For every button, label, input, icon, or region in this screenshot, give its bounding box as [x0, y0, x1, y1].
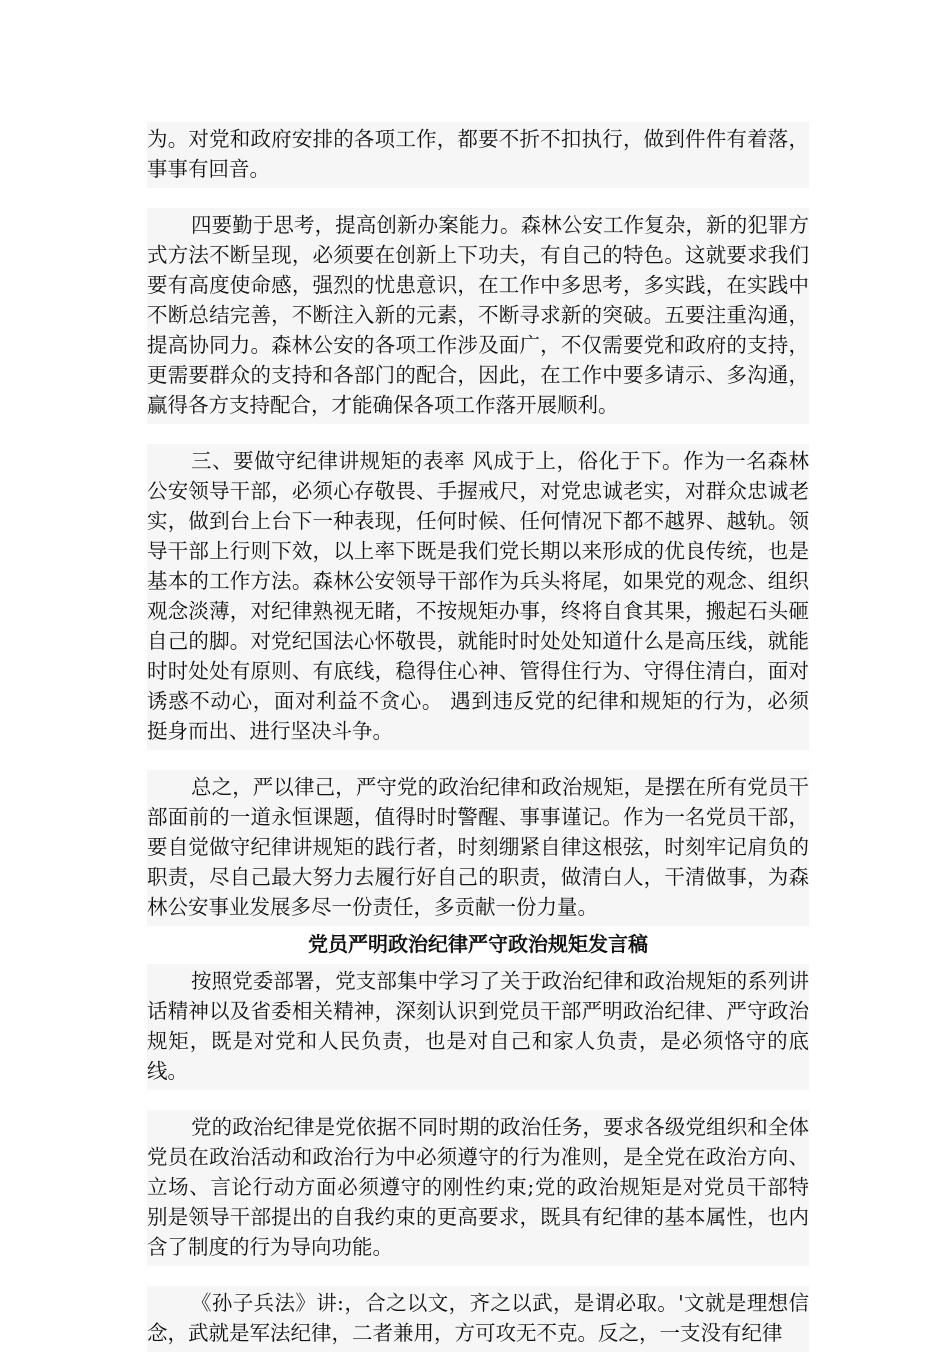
- paragraph-gap: [147, 1266, 809, 1286]
- paragraph-party-deployment: 按照党委部署，党支部集中学习了关于政治纪律和政治规矩的系列讲话精神以及省委相关精神，深刻认识到党员干部严明政治纪律、严守政治规矩，既是对党和人民负责，也是对自己和家人负责，是必须恪守的底线。: [147, 964, 809, 1090]
- paragraph-gap: [147, 188, 809, 208]
- document-body: [147, 122, 809, 1352]
- paragraph-gap: [147, 1090, 809, 1110]
- paragraph-political-discipline: 党的政治纪律是党依据不同时期的政治任务，要求各级党组织和全体党员在政治活动和政治行为中必须遵守的行为准则，是全党在政治方向、立场、言论行动方面必须遵守的刚性约束;党的政治规矩是对党员干部特别是领导干部提出的自我约束的更高要求，既具有纪律的基本属性，也内含了制度的行为导向功能。: [147, 1110, 809, 1266]
- paragraph-sunzi: 《孙子兵法》讲:，合之以文，齐之以武，是谓必取。'文就是理想信念，武就是军法纪律，二者兼用，方可攻无不克。反之，一支没有纪律: [147, 1286, 809, 1352]
- paragraph-conclusion: 总之，严以律己，严守党的政治纪律和政治规矩，是摆在所有党员干部面前的一道永恒课题，值得时时警醒、事事谨记。作为一名党员干部，要自觉做守纪律讲规矩的践行者，时刻绷紧自律这根弦，时刻牢记肩负的职责，尽自己最大努力去履行好自己的职责，做清白人，干清做事，为森林公安事业发展多尽一份责任，多贡献一份力量。: [147, 770, 809, 926]
- paragraph-discipline-example: 三、要做守纪律讲规矩的表率 风成于上，俗化于下。作为一名森林公安领导干部，必须心存敬畏、手握戒尺，对党忠诚老实，对群众忠诚老实，做到台上台下一种表现，任何时候、任何情况下都不越界、越轨。领导干部上行则下效，以上率下既是我们党长期以来形成的优良传统，也是基本的工作方法。森林公安领导干部作为兵头将尾，如果党的观念、组织观念淡薄，对纪律熟视无睹，不按规矩办事，终将自食其果，搬起石头砸自己的脚。对党纪国法心怀敬畏，就能时时处处知道什么是高压线，就能时时处处有原则、有底线，稳得住心神、管得住行为、守得住清白，面对诱惑不动心，面对利益不贪心。 遇到违反党的纪律和规矩的行为，必须挺身而出、进行坚决斗争。: [147, 444, 809, 750]
- paragraph-gap: [147, 424, 809, 444]
- paragraph-gap: [147, 750, 809, 770]
- section-heading: 党员严明政治纪律严守政治规矩发言稿: [147, 926, 809, 964]
- paragraph-think-innovate: 四要勤于思考，提高创新办案能力。森林公安工作复杂，新的犯罪方式方法不断呈现，必须要在创新上下功夫，有自己的特色。这就要求我们要有高度使命感，强烈的忧患意识，在工作中多思考，多实践，在实践中不断总结完善，不断注入新的元素，不断寻求新的突破。五要注重沟通，提高协同力。森林公安的各项工作涉及面广，不仅需要党和政府的支持，更需要群众的支持和各部门的配合，因此，在工作中要多请示、多沟通，赢得各方支持配合，才能确保各项工作落开展顺利。: [147, 208, 809, 424]
- paragraph-continuation: 为。对党和政府安排的各项工作，都要不折不扣执行，做到件件有着落，事事有回音。: [147, 122, 809, 188]
